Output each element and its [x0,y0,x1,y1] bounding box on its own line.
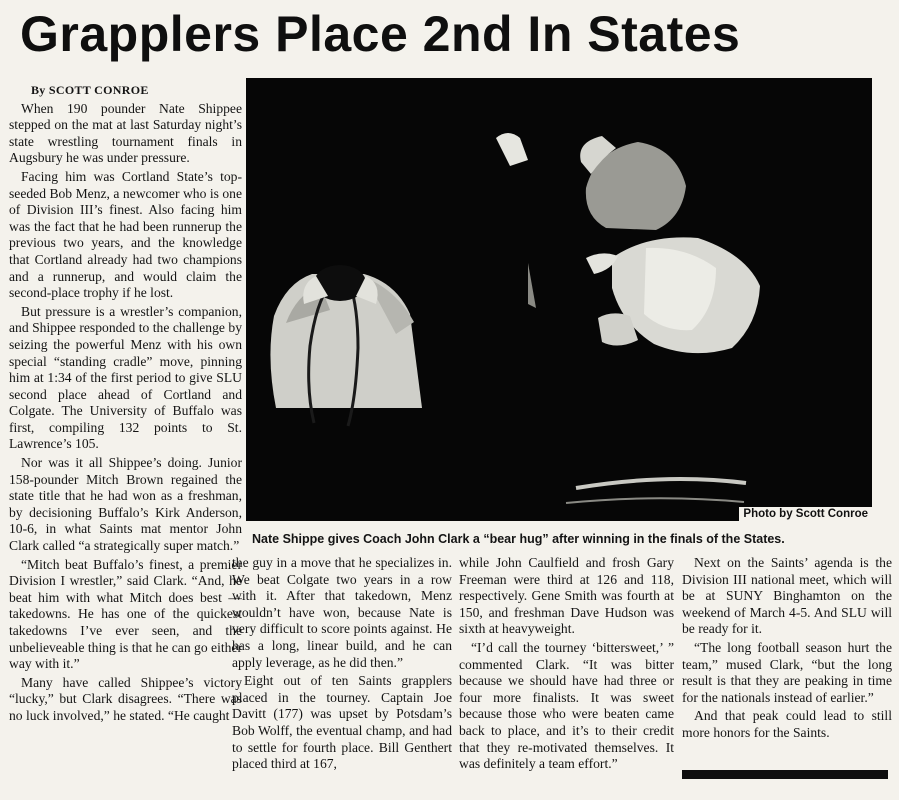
paragraph: But pressure is a wrestler’s companion, and Shippee responded to the challenge by seizing the powerful Menz with his own special “standing cradle” move, pinning him at 1:34 of the first period to give SLU second place ahead of Cortland and Colgate. The University of Buffalo was first, compiling 132 points to St. Lawrence’s 105. [9,303,242,452]
paragraph: the guy in a move that he specializes in. We beat Colgate two years in a row with it. After that takedown, Menz wouldn’t have won, because Nate is very difficult to score points against. He has a long, linear build, and he can apply leverage, as he did then.” [232,555,452,670]
paragraph: Next on the Saints’ agenda is the Division III national meet, which will be at SUNY Binghamton on the weekend of March 4-5. And SLU will be ready for it. [682,555,892,637]
article-column-3 [459,555,674,796]
photo-credit: Photo by Scott Conroe [739,507,872,521]
paragraph: When 190 pounder Nate Shippee stepped on the mat at last Saturday night’s state wrestling tournament finals in Augsbury he was under pressure. [9,100,242,166]
paragraph: Eight out of ten Saints grapplers placed in the tourney. Captain Joe Davitt (177) was upset by Potsdam’s Bob Wolff, the eventual champ, and had to settle for fourth place. Bill Genthert placed third at 167, [232,673,452,772]
paragraph: Many have called Shippee’s victory “lucky,” but Clark disagrees. “There was no luck involved,” he stated. “He caught [9,674,242,723]
byline: By SCOTT CONROE [31,83,149,97]
headline: Grapplers Place 2nd In States [20,6,741,62]
paragraph: “I’d call the tourney ‘bittersweet,’ ” commented Clark. “It was bitter because we should have had three or four more finalists. It was sweet because those who were beaten came back to place, and it’s to their credit that they re-motivated themselves. It was definitely a team effort.” [459,639,674,772]
paragraph: while John Caulfield and frosh Gary Freeman were third at 126 and 118, respectively. Gene Smith was fourth at 150, and freshman Dave Hudson was sixth at heavyweight. [459,555,674,637]
paragraph: “The long football season hurt the team,” mused Clark, “but the long result is that they are peaking in time for the nationals instead of earlier.” [682,639,892,705]
article-column-4 [682,555,892,770]
photo-caption: Nate Shippe gives Coach John Clark a “bear hug” after winning in the finals of the States. [252,532,785,546]
wrestling-photo [246,78,872,521]
paragraph: Nor was it all Shippee’s doing. Junior 158-pounder Mitch Brown regained the state title that he had won as a freshman, by decisioning Buffalo’s Kirk Anderson, 10-6, in what Saints mat mentor John Clark called “a strategically super match.” [9,455,242,554]
paragraph: “Mitch beat Buffalo’s finest, a premier Division I wrestler,” said Clark. “And, he beat him with what Mitch does best — takedowns. He has one of the quickest takedowns I’ve ever seen, and the unbelieveable thing is that he can go either way with it.” [9,556,242,672]
article-column-1 [9,82,242,796]
photo-image [246,78,872,521]
paragraph: And that peak could lead to still more honors for the Saints. [682,708,892,740]
article-column-2 [232,555,452,796]
end-rule [682,770,888,779]
paragraph: Facing him was Cortland State’s top-seeded Bob Menz, a newcomer who is one of Division III’s finest. Also facing him was the fact that he had been runnerup the previous two years, and the knowledge that Cortland already had two champions and a runnerup, and would claim the second-place trophy if he lost. [9,168,242,301]
